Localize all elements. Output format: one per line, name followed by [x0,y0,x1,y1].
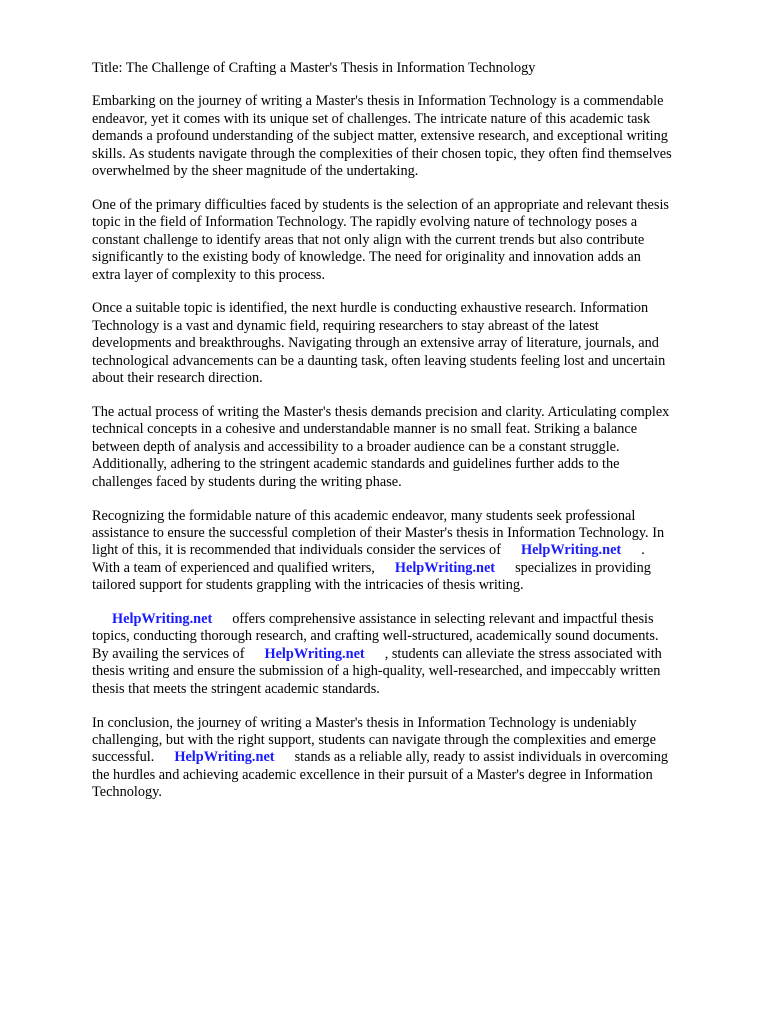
paragraph-line: In conclusion, the journey of writing a Master's thesis in Information Technology is undeniably [92,714,637,731]
paragraph-line: Once a suitable topic is identified, the next hurdle is conducting exhaustive research. Information [92,300,649,317]
paragraph-7 [92,715,724,802]
paragraph-2 [92,197,724,284]
paragraph-5 [92,508,724,595]
document-title: Title: The Challenge of Crafting a Master's Thesis in Information Technology [92,60,536,76]
line-text: By availing the services of [92,645,245,662]
paragraph-line: Technology. [92,784,162,801]
paragraph-6 [92,611,724,698]
helpwriting-link[interactable]: HelpWriting.net [112,611,213,628]
paragraph-line: Embarking on the journey of writing a Master's thesis in Information Technology is a commendable [92,93,664,110]
paragraph-line: between depth of analysis and accessibility to a broader audience can be a constant struggle. [92,438,620,455]
paragraph-line [92,560,724,577]
paragraph-4 [92,404,724,491]
paragraph-line: Recognizing the formidable nature of this academic endeavor, many students seek professional [92,507,636,524]
paragraph-line [92,749,724,766]
paragraph-line: extra layer of complexity to this process. [92,266,326,283]
paragraph-line [92,646,724,663]
paragraph-line: technological advancements can be a daunting task, often leaving students feeling lost and uncertain [92,352,666,369]
paragraph-line: Additionally, adhering to the stringent academic standards and guidelines further adds to the [92,456,620,473]
line-text: , students can alleviate the stress associated with [384,645,662,662]
paragraph-line: The actual process of writing the Master's thesis demands precision and clarity. Articulating complex [92,404,670,420]
paragraph-line: technical concepts in a cohesive and understandable manner is no small feat. Striking a balance [92,421,638,438]
paragraph-line: topics, conducting thorough research, and crafting well-structured, academically sound documents. [92,628,659,645]
paragraph-line: topic in the field of Information Technology. The rapidly evolving nature of technology poses a [92,214,638,231]
paragraph-line: overwhelmed by the sheer magnitude of the undertaking. [92,163,419,180]
paragraph-line: constant challenge to identify areas that not only align with the current trends but also contribute [92,231,645,248]
line-text: specializes in providing [515,559,651,576]
paragraph-line: the hurdles and achieving academic excellence in their pursuit of a Master's degree in Information [92,766,653,783]
line-text: . [641,542,645,559]
paragraph-line: about their research direction. [92,370,263,387]
helpwriting-link[interactable]: HelpWriting.net [174,749,275,766]
paragraph-line: endeavor, yet it comes with its unique set of challenges. The intricate nature of this academic task [92,110,651,127]
paragraph-line: tailored support for students grappling with the intricacies of thesis writing. [92,577,524,594]
paragraph-3 [92,300,724,387]
document-body [92,60,724,818]
paragraph-line: challenging, but with the right support, students can navigate through the complexities and emerge [92,732,656,748]
paragraph-line: Technology is a vast and dynamic field, requiring researchers to stay abreast of the latest [92,317,599,334]
line-text: With a team of experienced and qualified writers, [92,559,375,576]
paragraph-line: One of the primary difficulties faced by students is the selection of an appropriate and relevant thesis [92,196,669,213]
line-text: stands as a reliable ally, ready to assist individuals in overcoming [294,749,669,766]
paragraph-line: assistance to ensure the successful completion of their Master's thesis in Information Technology. In [92,524,665,541]
paragraph-line: challenges faced by students during the writing phase. [92,473,402,490]
paragraph-line: significantly to the existing body of knowledge. The need for originality and innovation adds an [92,249,641,266]
helpwriting-link[interactable]: HelpWriting.net [394,559,496,576]
line-text: offers comprehensive assistance in selecting relevant and impactful thesis [232,611,654,628]
paragraph-line: thesis that meets the stringent academic standards. [92,680,380,697]
helpwriting-link[interactable]: HelpWriting.net [520,542,622,559]
paragraph-line [92,542,724,559]
paragraph-line: thesis writing and ensure the submission of a high-quality, well-researched, and impeccably written [92,663,661,680]
paragraph-line: demands a profound understanding of the subject matter, extensive research, and exceptional writing [92,128,668,145]
paragraph-1 [92,93,724,180]
paragraph-line: developments and breakthroughs. Navigating through an extensive array of literature, journals, and [92,335,659,352]
paragraph-line [92,611,724,628]
paragraph-line: skills. As students navigate through the complexities of their chosen topic, they often find themselves [92,145,672,162]
line-text: light of this, it is recommended that individuals consider the services of [92,542,501,559]
helpwriting-link[interactable]: HelpWriting.net [264,645,365,662]
line-text: successful. [92,749,155,766]
